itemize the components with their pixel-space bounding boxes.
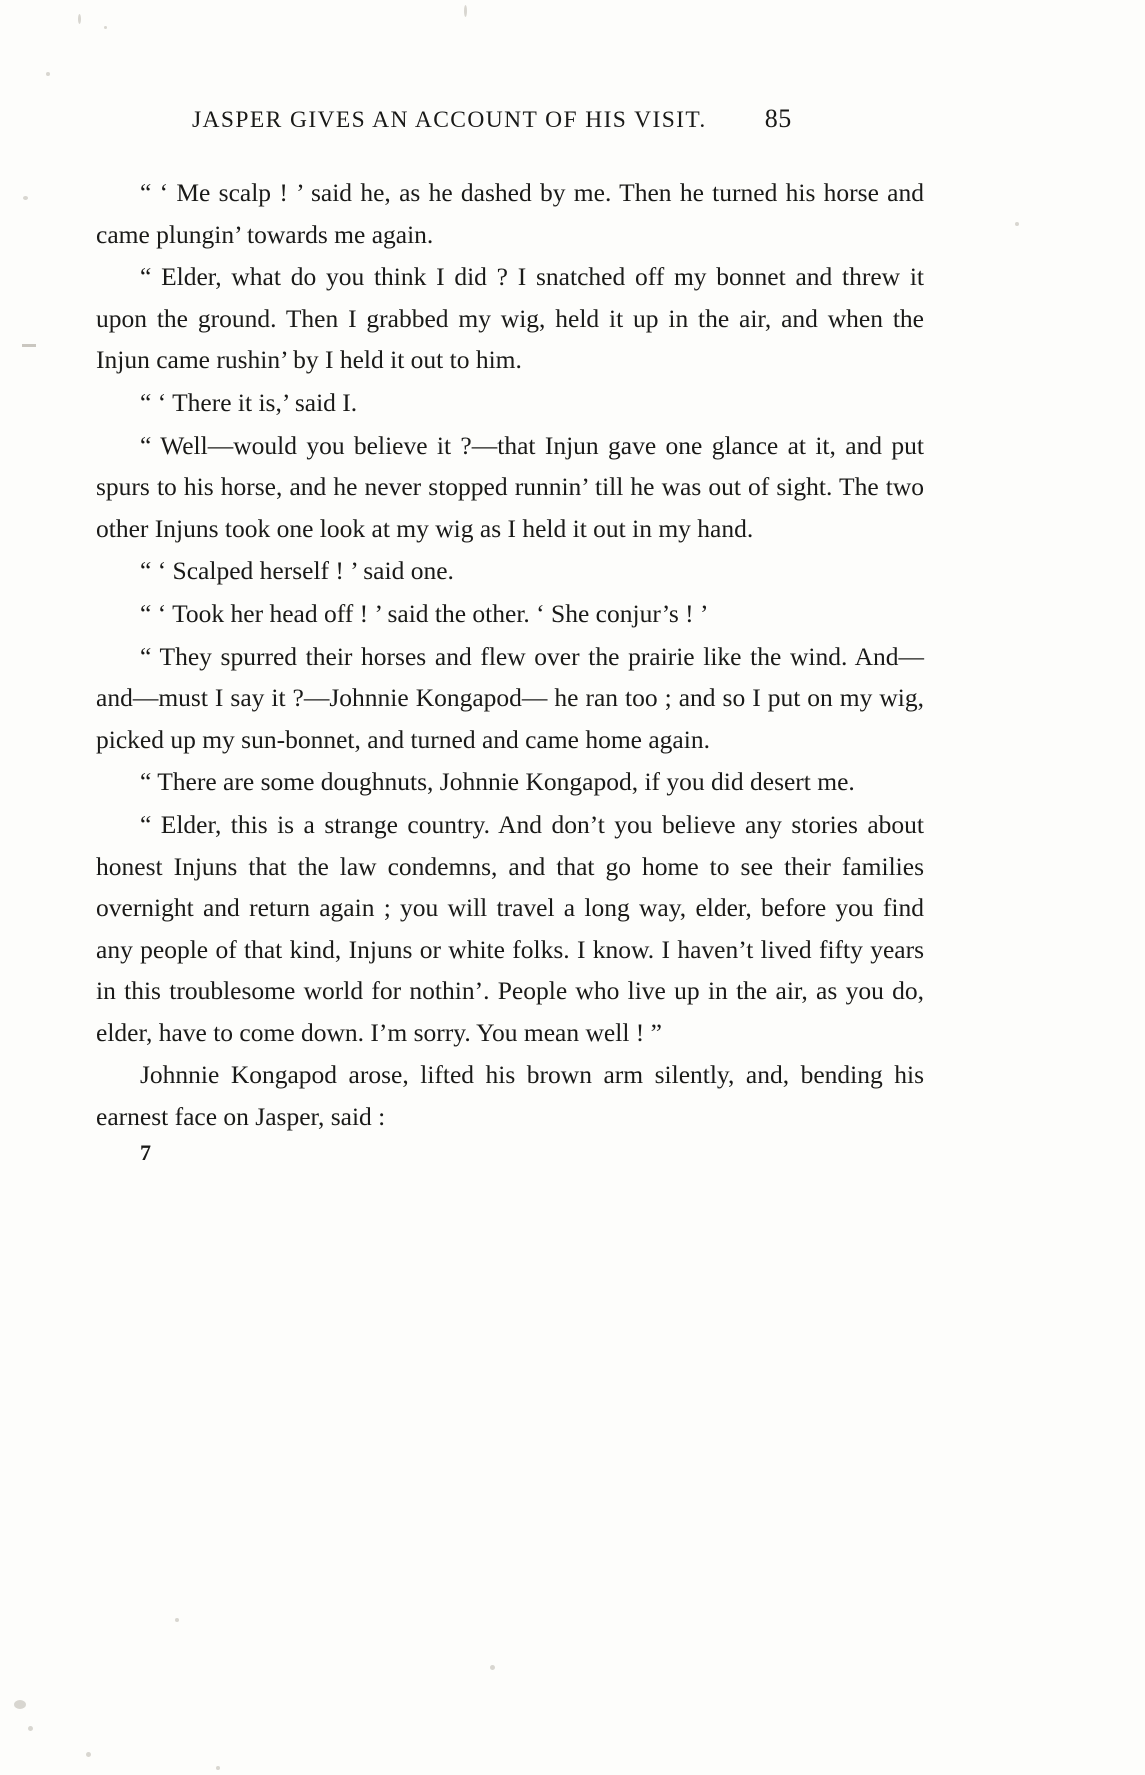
paper-speck — [104, 26, 107, 29]
running-head-title: JASPER GIVES AN ACCOUNT OF HIS VISIT. — [192, 107, 707, 133]
paper-speck — [78, 14, 81, 24]
paper-speck — [216, 1766, 220, 1770]
paragraph: “ ‘ Took her head off ! ’ said the other. ‘ She conjur’s ! ’ — [140, 598, 709, 628]
paragraph: “ ‘ Me scalp ! ’ said he, as he dashed by me. Then he turned his horse and came plungin’ towards me again. — [96, 178, 924, 249]
paragraph: “ Elder, this is a strange country. And don’t you believe any stories about honest Injuns that the law condemns, and that go home to see their families overnight and return again ; you will travel a long way, elder, before you find any people of that kind, Injuns or white folks. I know. I haven’t lived fifty years in this troublesome world for nothin’. People who live up in the air, as you do, elder, have to come down. I’m sorry. You mean well ! ” — [96, 809, 924, 1047]
paragraph: “ They spurred their horses and flew over the prairie like the wind. And—and—must I say it ?—Johnnie Kongapod— he ran too ; and so I put on my wig, picked up my sun-bonnet, and turned and came home again. — [96, 641, 924, 754]
paper-speck — [86, 1752, 91, 1757]
paper-speck — [22, 344, 36, 347]
signature-mark: 7 — [140, 1139, 152, 1165]
page-content — [96, 104, 924, 1166]
paper-speck — [28, 1726, 33, 1731]
paragraph: “ There are some doughnuts, Johnnie Kongapod, if you did desert me. — [140, 767, 855, 797]
paper-speck — [1015, 222, 1019, 226]
paragraph: Johnnie Kongapod arose, lifted his brown arm silently, and, bending his earnest face on Jasper, said : — [96, 1060, 924, 1132]
paragraph: “ ‘ There it is,’ said I. — [140, 387, 358, 417]
paper-speck — [464, 5, 467, 17]
paper-speck — [23, 196, 28, 200]
paper-speck — [490, 1665, 495, 1670]
paragraph: “ ‘ Scalped herself ! ’ said one. — [140, 556, 454, 586]
paper-speck — [46, 72, 50, 76]
paragraph: “ Well—would you believe it ?—that Injun gave one glance at it, and put spurs to his horse, and he never stopped runnin’ till he was out of sight. The two other Injuns took one look at my wig as I held it out in my hand. — [96, 430, 924, 543]
paper-speck — [14, 1700, 26, 1709]
paragraph: “ Elder, what do you think I did ? I snatched off my bonnet and threw it upon the ground. Then I grabbed my wig, held it up in the air, and when the Injun came rushin’ by I held it out to him. — [96, 262, 924, 375]
paper-speck — [175, 1618, 179, 1622]
page-number: 85 — [764, 104, 792, 133]
running-header — [96, 104, 924, 134]
